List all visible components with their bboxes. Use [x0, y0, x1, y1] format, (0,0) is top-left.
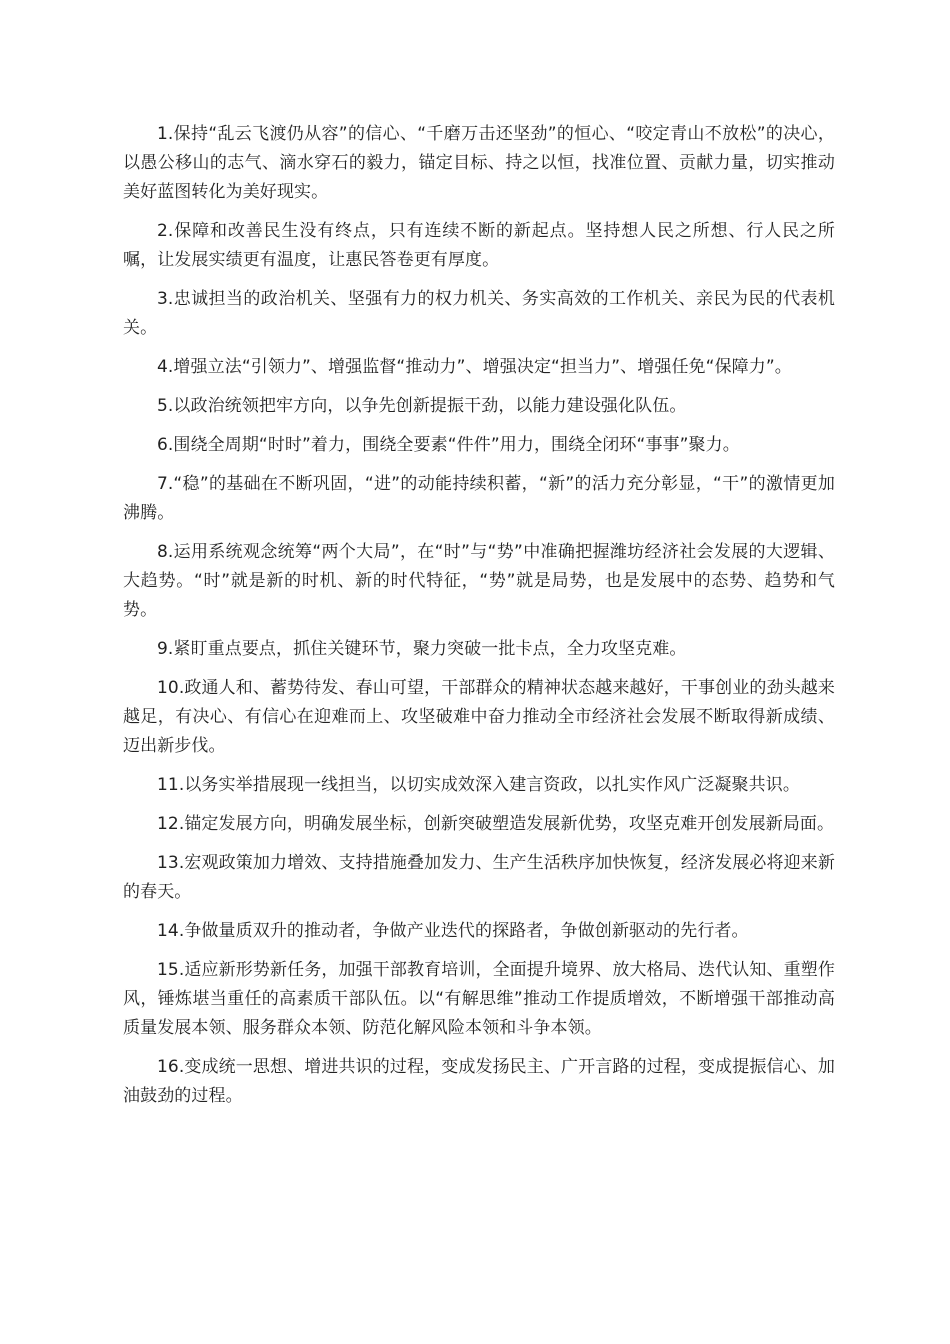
paragraph-9: 9.紧盯重点要点，抓住关键环节，聚力突破一批卡点，全力攻坚克难。 — [157, 639, 687, 659]
paragraph-13: 13.宏观政策加力增效、支持措施叠加发力、生产生活秩序加快恢复，经济发展必将迎来新的春天。 — [123, 853, 835, 902]
paragraph-5: 5.以政治统领把牢方向，以争先创新提振干劲，以能力建设强化队伍。 — [157, 396, 687, 416]
paragraph-3: 3.忠诚担当的政治机关、坚强有力的权力机关、务实高效的工作机关、亲民为民的代表机关。 — [123, 289, 835, 338]
document-body — [123, 120, 835, 1121]
paragraph-7: 7.“稳”的基础在不断巩固，“进”的动能持续积蓄，“新”的活力充分彰显，“干”的激情更加沸腾。 — [123, 474, 835, 523]
paragraph-12: 12.锚定发展方向，明确发展坐标，创新突破塑造发展新优势，攻坚克难开创发展新局面。 — [157, 814, 835, 834]
paragraph-2: 2.保障和改善民生没有终点，只有连续不断的新起点。坚持想人民之所想、行人民之所嘱，让发展实绩更有温度，让惠民答卷更有厚度。 — [123, 221, 835, 270]
paragraph-15: 15.适应新形势新任务，加强干部教育培训，全面提升境界、放大格局、迭代认知、重塑作风，锤炼堪当重任的高素质干部队伍。以“有解思维”推动工作提质增效，不断增强干部推动高质量发展本领、服务群众本领、防范化解风险本领和斗争本领。 — [123, 960, 835, 1038]
paragraph-14: 14.争做量质双升的推动者，争做产业迭代的探路者，争做创新驱动的先行者。 — [157, 921, 749, 941]
paragraph-6: 6.围绕全周期“时时”着力，围绕全要素“件件”用力，围绕全闭环“事事”聚力。 — [157, 435, 740, 455]
paragraph-1: 1.保持“乱云飞渡仍从容”的信心、“千磨万击还坚劲”的恒心、“咬定青山不放松”的决心，以愚公移山的志气、滴水穿石的毅力，锚定目标、持之以恒，找准位置、贡献力量，切实推动美好蓝图转化为美好现实。 — [123, 124, 835, 202]
paragraph-16: 16.变成统一思想、增进共识的过程，变成发扬民主、广开言路的过程，变成提振信心、加油鼓劲的过程。 — [123, 1057, 835, 1106]
paragraph-11: 11.以务实举措展现一线担当，以切实成效深入建言资政，以扎实作风广泛凝聚共识。 — [157, 775, 800, 795]
paragraph-4: 4.增强立法“引领力”、增强监督“推动力”、增强决定“担当力”、增强任免“保障力”。 — [157, 357, 792, 377]
paragraph-10: 10.政通人和、蓄势待发、春山可望，干部群众的精神状态越来越好，干事创业的劲头越来越足，有决心、有信心在迎难而上、攻坚破难中奋力推动全市经济社会发展不断取得新成绩、迈出新步伐。 — [123, 678, 835, 756]
paragraph-8: 8.运用系统观念统筹“两个大局”，在“时”与“势”中准确把握潍坊经济社会发展的大逻辑、大趋势。“时”就是新的时机、新的时代特征，“势”就是局势，也是发展中的态势、趋势和气势。 — [123, 542, 835, 620]
